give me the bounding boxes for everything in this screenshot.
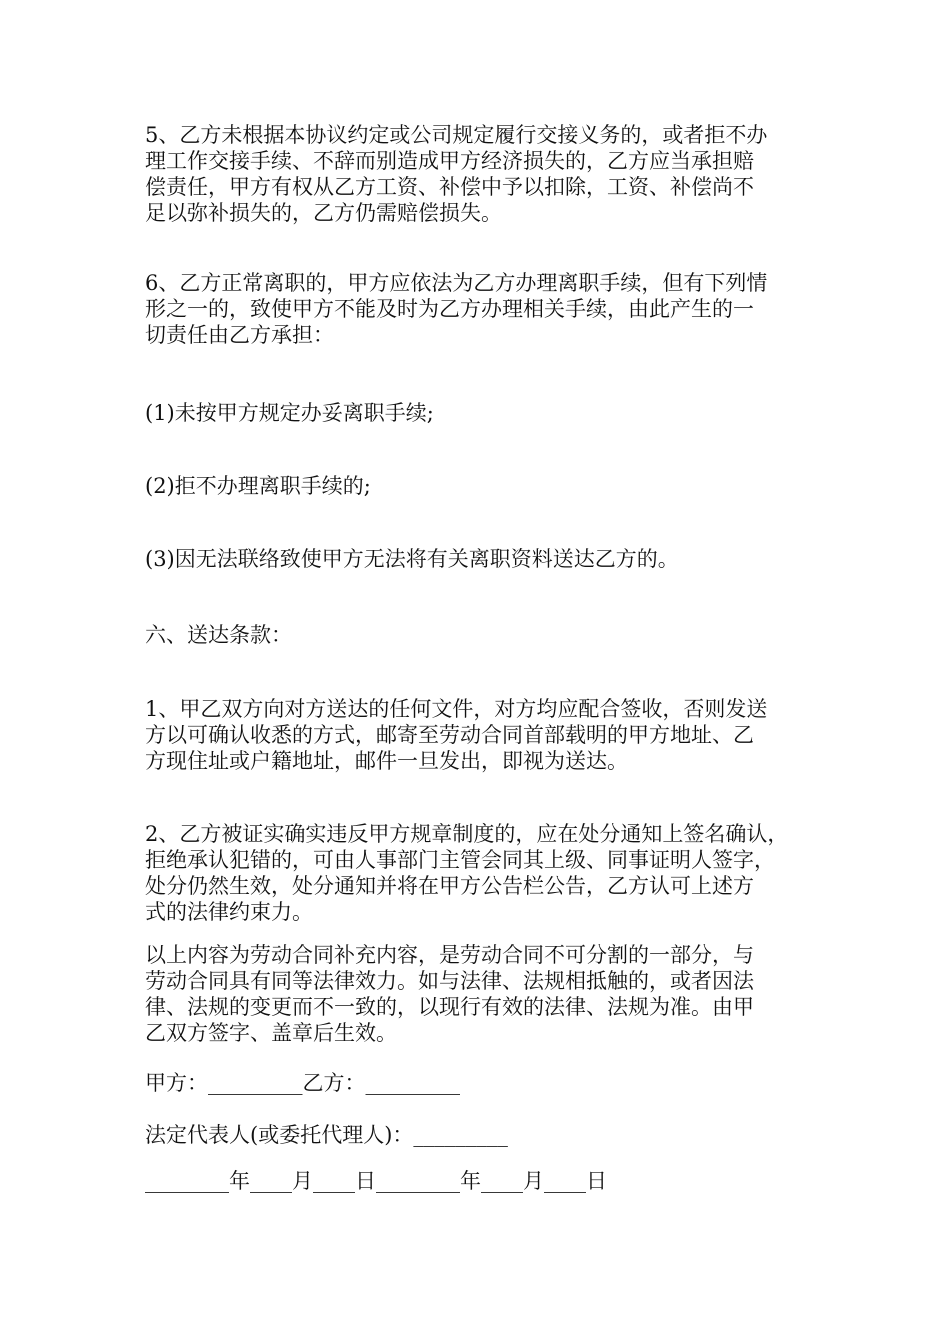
delivery-1-line: 1、甲乙双方向对方送达的任何文件，对方均应配合签收，否则发送 [145, 697, 768, 721]
signature-dates-text: ________年____月____日________年____月____日 [145, 1169, 607, 1193]
closing-line: 乙双方签字、盖章后生效。 [145, 1021, 397, 1045]
delivery-2-line: 拒绝承认犯错的，可由人事部门主管会同其上级、同事证明人签字， [145, 848, 775, 872]
item-2-text: (2)拒不办理离职手续的; [145, 474, 371, 498]
delivery-2-line: 处分仍然生效，处分通知并将在甲方公告栏公告，乙方认可上述方 [145, 874, 754, 898]
signature-representative [145, 1122, 825, 1148]
signature-parties [145, 1070, 825, 1096]
clause-5-line: 理工作交接手续、不辞而别造成甲方经济损失的，乙方应当承担赔 [145, 149, 754, 173]
closing-line: 以上内容为劳动合同补充内容，是劳动合同不可分割的一部分，与 [145, 943, 754, 967]
signature-representative-text: 法定代表人(或委托代理人)：_________ [145, 1123, 508, 1147]
clause-5-paragraph [145, 122, 825, 226]
clause-6-line: 形之一的，致使甲方不能及时为乙方办理相关手续，由此产生的一 [145, 297, 754, 321]
item-3-paragraph [145, 546, 825, 572]
signature-dates [145, 1168, 825, 1194]
clause-6-line: 6、乙方正常离职的，甲方应依法为乙方办理离职手续，但有下列情 [145, 271, 768, 295]
item-3-text: (3)因无法联络致使甲方无法将有关离职资料送达乙方的。 [145, 547, 679, 571]
delivery-2-paragraph [145, 821, 825, 925]
delivery-1-paragraph [145, 696, 825, 774]
clause-5-line: 足以弥补损失的，乙方仍需赔偿损失。 [145, 201, 502, 225]
delivery-2-line: 式的法律约束力。 [145, 900, 313, 924]
delivery-2-line: 2、乙方被证实确实违反甲方规章制度的，应在处分通知上签名确认， [145, 822, 789, 846]
clause-5-line: 5、乙方未根据本协议约定或公司规定履行交接义务的，或者拒不办 [145, 123, 768, 147]
item-1-paragraph [145, 400, 825, 426]
item-1-text: (1)未按甲方规定办妥离职手续; [145, 401, 434, 425]
section-6-heading [145, 622, 825, 648]
delivery-1-line: 方以可确认收悉的方式，邮寄至劳动合同首部载明的甲方地址、乙 [145, 723, 754, 747]
delivery-1-line: 方现住址或户籍地址，邮件一旦发出，即视为送达。 [145, 749, 628, 773]
clause-5-line: 偿责任，甲方有权从乙方工资、补偿中予以扣除，工资、补偿尚不 [145, 175, 754, 199]
closing-paragraph [145, 942, 825, 1046]
closing-line: 律、法规的变更而不一致的，以现行有效的法律、法规为准。由甲 [145, 995, 754, 1019]
signature-parties-text: 甲方：_________乙方：_________ [145, 1071, 460, 1095]
clause-6-line: 切责任由乙方承担： [145, 323, 334, 347]
clause-6-paragraph [145, 270, 825, 348]
section-6-heading-text: 六、送达条款： [145, 623, 292, 647]
closing-line: 劳动合同具有同等法律效力。如与法律、法规相抵触的，或者因法 [145, 969, 754, 993]
item-2-paragraph [145, 473, 825, 499]
